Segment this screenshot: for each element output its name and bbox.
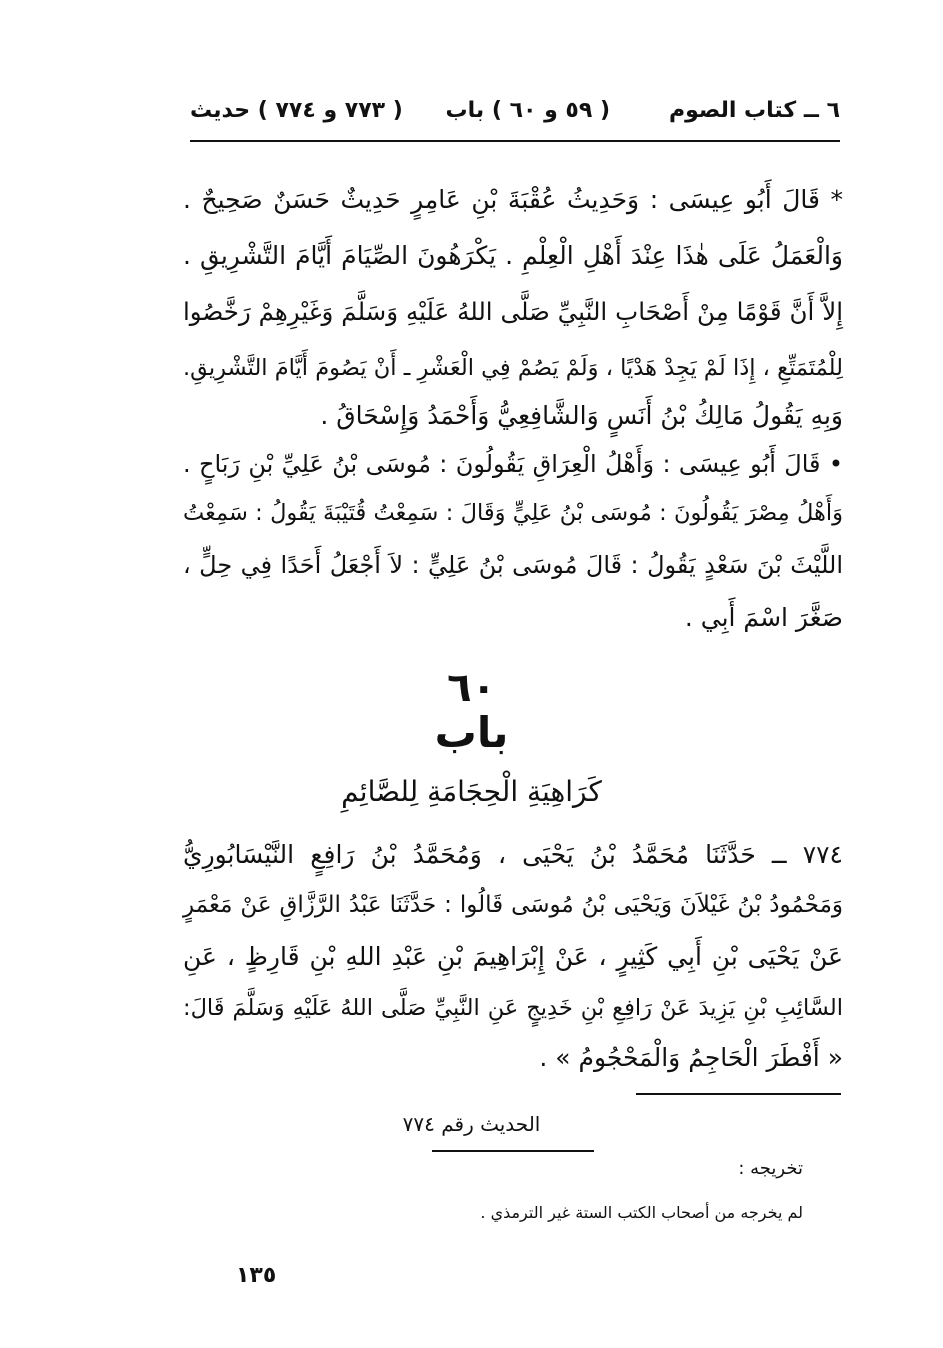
body-line: • قَالَ أَبُو عِيسَى : وَأَهْلُ الْعِرَاقِ يَقُولُونَ : مُوسَى بْنُ عَلِيِّ بْنِ رَبَاحٍ . xyxy=(183,450,843,478)
body-line: صَغَّرَ اسْمَ أَبِي . xyxy=(684,603,843,632)
header-chapter-range: ( ٥٩ و ٦٠ ) باب xyxy=(445,98,610,123)
body-line: إِلاَّ أَنَّ قَوْمًا مِنْ أَصْحَابِ النَّبِيِّ صَلَّى اللهُ عَلَيْهِ وَسَلَّمَ وَغَيْرِهِمْ رَخَّصُوا xyxy=(183,297,843,326)
header-book-title: ٦ ــ كتاب الصوم xyxy=(669,98,840,123)
running-header xyxy=(190,92,840,132)
hadith-line: عَنْ يَحْيَى بْنِ أَبِي كَثِيرٍ ، عَنْ إِبْرَاهِيمَ بْنِ عَبْدِ اللهِ بْنِ قَارِظٍ ، عَنِ xyxy=(183,942,843,971)
hadith-line: السَّائِبِ بْنِ يَزِيدَ عَنْ رَافِعِ بْنِ خَدِيجٍ عَنِ النَّبِيِّ صَلَّى اللهُ عَلَيْهِ وَسَلَّمَ قَالَ: xyxy=(183,995,843,1021)
body-line: وَأَهْلُ مِصْرَ يَقُولُونَ : مُوسَى بْنُ عَلِيٍّ وَقَالَ : سَمِعْتُ قُتَيْبَةَ يَقُولُ : سَمِعْتُ xyxy=(183,500,843,526)
footnote-divider xyxy=(636,1093,841,1095)
chapter-number: ٦٠ xyxy=(447,665,496,711)
footnote-heading-underline xyxy=(432,1150,594,1152)
chapter-heading: باب xyxy=(434,708,509,757)
header-hadith-range: ( ٧٧٣ و ٧٧٤ ) حديث xyxy=(190,98,403,123)
body-line: وَالْعَمَلُ عَلَى هٰذَا عِنْدَ أَهْلِ الْعِلْمِ . يَكْرَهُونَ الصِّيَامَ أَيَّامَ التَّشْرِيقِ . xyxy=(183,241,843,270)
body-line: * قَالَ أَبُو عِيسَى : وَحَدِيثُ عُقْبَةَ بْنِ عَامِرٍ حَدِيثٌ حَسَنٌ صَحِيحٌ . xyxy=(183,185,843,214)
footnote-label: تخريجه : xyxy=(738,1158,803,1179)
chapter-title: كَرَاهِيَةِ الْحِجَامَةِ لِلصَّائِمِ xyxy=(341,775,602,808)
body-line: لِلْمُتَمَتِّعِ ، إِذَا لَمْ يَجِدْ هَدْيًا ، وَلَمْ يَصُمْ فِي الْعَشْرِ ـ أَنْ يَصُومَ أَيَّامَ التَّشْرِيقِ. xyxy=(183,355,843,381)
hadith-line: وَمَحْمُودُ بْنُ غَيْلاَنَ وَيَحْيَى بْنُ مُوسَى قَالُوا : حَدَّثَنَا عَبْدُ الرَّزَّاقِ عَنْ مَعْمَرٍ xyxy=(183,892,843,918)
hadith-line: « أَفْطَرَ الْحَاجِمُ وَالْمَحْجُومُ » . xyxy=(539,1043,843,1072)
page-number: ١٣٥ xyxy=(236,1263,277,1288)
hadith-line: ٧٧٤ ــ حَدَّثَنَا مُحَمَّدُ بْنُ يَحْيَى ، وَمُحَمَّدُ بْنُ رَافِعٍ النَّيْسَابُورِيُّ xyxy=(183,840,843,869)
footnote-text: لم يخرجه من أصحاب الكتب الستة غير الترمذي . xyxy=(480,1203,803,1222)
footnote-heading: الحديث رقم ٧٧٤ xyxy=(402,1112,541,1136)
body-line: وَبِهِ يَقُولُ مَالِكُ بْنُ أَنَسٍ وَالشَّافِعِيُّ وَأَحْمَدُ وَإِسْحَاقُ . xyxy=(320,401,843,430)
body-line: اللَّيْثَ بْنَ سَعْدٍ يَقُولُ : قَالَ مُوسَى بْنُ عَلِيٍّ : لاَ أَجْعَلُ أَحَدًا فِي حِلٍّ ، xyxy=(183,551,843,579)
header-divider xyxy=(190,140,840,142)
